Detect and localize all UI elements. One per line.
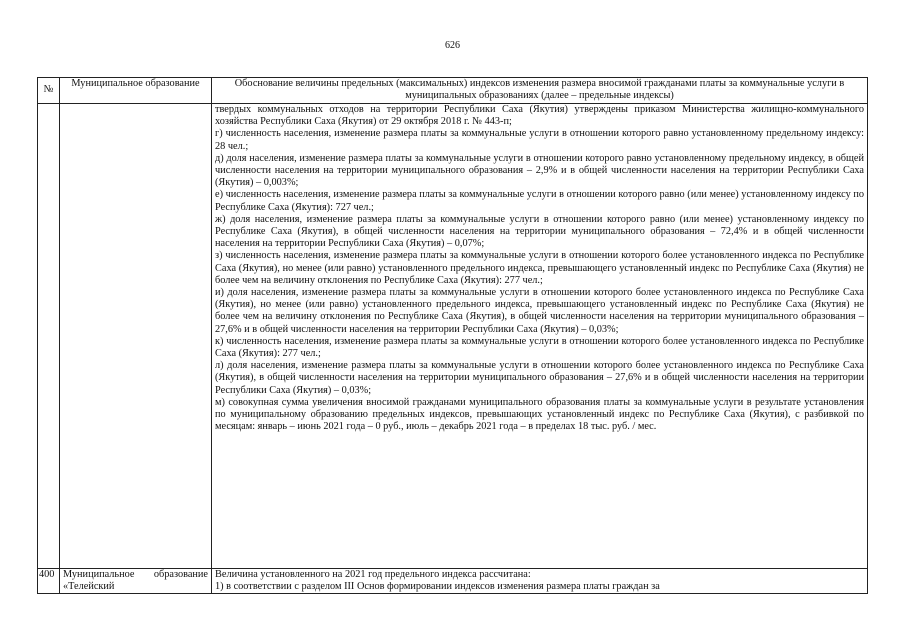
- header-municipality: Муниципальное образование: [60, 78, 212, 104]
- table-row: [38, 104, 868, 569]
- page-number: 626: [445, 40, 460, 51]
- indices-table: [37, 77, 868, 594]
- table-row: [38, 569, 868, 594]
- row-justification-text: Величина установленного на 2021 год предельного индекса рассчитана: 1) в соответствии с разделом III Основ формировании индексов изменения размера платы граждан за: [212, 569, 868, 594]
- table-header-row: [38, 78, 868, 104]
- row-municipality: [60, 104, 212, 569]
- row-justification-text: твердых коммунальных отходов на территории Республики Саха (Якутия) утверждены приказом Министерства жилищно-коммунального хозяйства Республики Саха (Якутия) от 29 октября 2018 г. № 443-п; г) численность населения, изменение размера платы за коммунальные услуги в отношении которого равно установленному предельному индексу: 28 чел.; д) доля населения, изменение размера платы за коммунальные услуги в отношении которого равно установленному предельному индексу, в общей численности населения на территории муниципального образования – 2,9% и в общей численности населения на территории Республики Саха (Якутия) – 0,003%; е) численность населения, изменение размера платы за коммунальные услуги в отношении которого равно (или менее) установленному индексу по Республике Саха (Якутия): 727 чел.; ж) доля населения, изменение размера платы за коммунальные услуги в отношении которого равно (или менее) установленному индексу по Республике Саха (Якутия), в общей численности населения на территории муниципального образования – 72,4% и в общей численности населения на территории Республики Саха (Якутия) – 0,07%; з) численность населения, изменение размера платы за коммунальные услуги в отношении которого более установленного индекса по Республике Саха (Якутия), но менее (или равно) установленного предельного индекса, превышающего установленный индекс по Республике Саха (Якутия) не более чем на величину отклонения по Республике Саха (Якутия): 277 чел.; и) доля населения, изменение размера платы за коммунальные услуги в отношении которого более установленного индекса по Республике Саха (Якутия), но менее (или равно) установленного предельного индекса, превышающего установленный индекс по Республике Саха (Якутия) не более чем на величину отклонения по Республике Саха (Якутия), в общей численности населения на территории муниципального образования – 27,6% и в общей численности населения на территории Республики Саха (Якутия) – 0,03%; к) численность населения, изменение размера платы за коммунальные услуги в отношении которого более установленного индекса по Республике Саха (Якутия): 277 чел.; л) доля населения, изменение размера платы за коммунальные услуги в отношении которого более установленного индекса по Республике Саха (Якутия), в общей численности населения на территории муниципального образования – 27,6% и в общей численности населения на территории Республики Саха (Якутия) – 0,03%; м) совокупная сумма увеличения вносимой гражданами муниципального образования платы за коммунальные услуги в результате установления по муниципальному образованию предельных индексов, превышающих установленный индекс по Республике Саха (Якутия), с разбивкой по месяцам: январь – июнь 2021 года – 0 руб., июль – декабрь 2021 года – в пределах 18 тыс. руб. / мес.: [212, 104, 868, 569]
- row-number: 400: [38, 569, 60, 594]
- row-number: [38, 104, 60, 569]
- row-municipality: Муниципальное образование «Телейский: [60, 569, 212, 594]
- header-justification: Обоснование величины предельных (максимальных) индексов изменения размера вносимой гражданами платы за коммунальные услуги в муниципальных образованиях (далее – предельные индексы): [212, 78, 868, 104]
- header-number: №: [38, 78, 60, 104]
